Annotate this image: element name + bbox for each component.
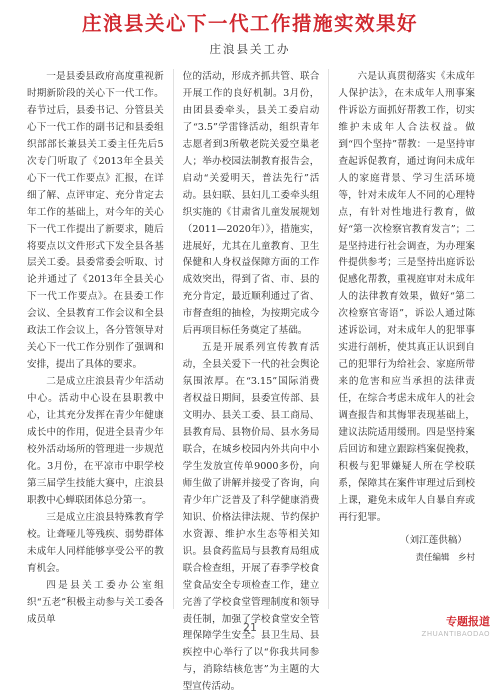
editor-credit	[338, 550, 475, 567]
paragraph-4-cont: 位的活动，形成齐抓共管、联合开展工作的良好机制。3月份，由团县委牵头，县关工委启动了“3.5”学雷锋活动，组织青年志愿者到3所敬老院关爱空巢老人；举办校园法制教育报告会，启动“关爱明天，普法先行”活动。县妇联、县妇儿工委牵头组织实施的《甘肃省儿童发展规划（2011—2020年）》，措施实，进展好，尤其在儿童教育、卫生保健和人身权益保障方面的工作成效突出，得到了省、市、县的充分肯定，最近顺利通过了省、市督查组的抽检，为按期完成今后再项目标任务奠定了基础。	[182, 71, 320, 337]
editor-name: 乡村	[458, 552, 476, 563]
byline: （刘江莲供稿）	[399, 534, 468, 546]
paragraph-5: 五是开展系列宣传教育活动，全县关爱下一代的社会舆论氛围浓厚。在“3.15”国际消费者权益日期间，县委宣传部、县文明办、县关工委、县工商局、县教育局、县物价局、县水务局联合，在城乡校园内外共向中小学生发放宣传单9000多份，向师生做了讲解并接受了咨询，向青少年广泛普及了科学健康消费知识、价格法律法规、节约保护水资源、维护水生态等相关知识。县食药监局与县教育局组成联合检查组，开展了春季学校食堂食品安全专项检查工作，建立完善了学校食堂管理制度和领导责任制，加强了学校食堂安全管理保障学生安全。县卫生局、县疾控中心举行了以“你我共同参与，消除结核危害”为主题的大型宣传活动。	[182, 342, 320, 693]
article-title: 庄浪县关心下一代工作措施实效果好	[81, 12, 418, 35]
column-1	[27, 69, 173, 625]
paragraph-6: 六是认真贯彻落实《未成年人保护法》，在未成年人刑事案件诉讼方面抓好帮教工作，切实维护未成年人合法权益。做到“四个坚持”帮教：一是坚持审查起诉促教育，通过询问未成年人的家庭背景、学习生活环境等，针对未成年人不同的心理特点，有针对性地进行教育，做好“第一次检察官教育发言”；二是坚持进行社会调查，为办理案件提供参考；三是坚持出庭诉讼促感化帮教，重视庭审对未成年人的法律教育效果，做好“第二次检察官寄语”，诉讼人通过陈述诉讼词，对未成年人的犯罪事实进行剖析，使其真正认识到自己的犯罪行为给社会、家庭所带来的危害和应当承担的法律责任，在综合考虑未成年人的社会调查报告和其悔罪表现基础上，建议法院适用缓刑。四是坚持案后回访和建立跟踪档案促挽救，积极与犯罪嫌疑人所在学校联系，保障其在案件审理过后到校上课，避免未成年人自暴自弃或再行犯罪。	[338, 71, 476, 523]
article-author: 庄浪县关工办	[209, 42, 291, 56]
section-subtitle: ZHUANTIBAODAO	[421, 630, 490, 638]
column-3	[328, 69, 484, 609]
section-title: 专题报道	[446, 615, 490, 628]
section-tag	[422, 613, 490, 638]
page-number: 21	[243, 621, 257, 634]
paragraph-2: 二是成立庄浪县青少年活动中心。活动中心设在县职教中心，让其充分发挥在青少年健康成长中的作用，促进全县青少年校外活动场所的管理进一步规范化。3月份，在平凉市中职学校第三届学生技能大赛中，庄浪县职教中心蝉联团体总分第一。	[27, 376, 164, 506]
paragraph-4-start: 四是县关工委办公室组织“五老”积极主动参与关工委各成员单	[27, 579, 164, 625]
editor-label: 责任编辑	[415, 552, 450, 563]
paragraph-3: 三是成立庄浪县特殊教育学校。让聋哑儿等残疾、弱势群体未成年人同样能够享受公平的教育机会。	[27, 511, 164, 574]
paragraph-1: 一是县委县政府高度重视新时期新阶段的关心下一代工作。春节过后，县委书记、分管县关心下一代工作的副书记和县委组织部部长兼县关工委主任先后5次专门听取了《2013年全县关心下一代工作要点》汇报，在详细了解、点评审定、充分肯定去年工作的基础上，对今年的关心下一代工作提出了新要求，随后将要点以文件形式下发全县各基层关工委。县委常委会听取、讨论并通过了《2013年全县关心下一代工作要点》。在县委工作会议、全县教育工作会议和全县政法工作会议上，各分管领导对关心下一代工作分别作了强调和安排，提出了具体的要求。	[27, 71, 164, 371]
